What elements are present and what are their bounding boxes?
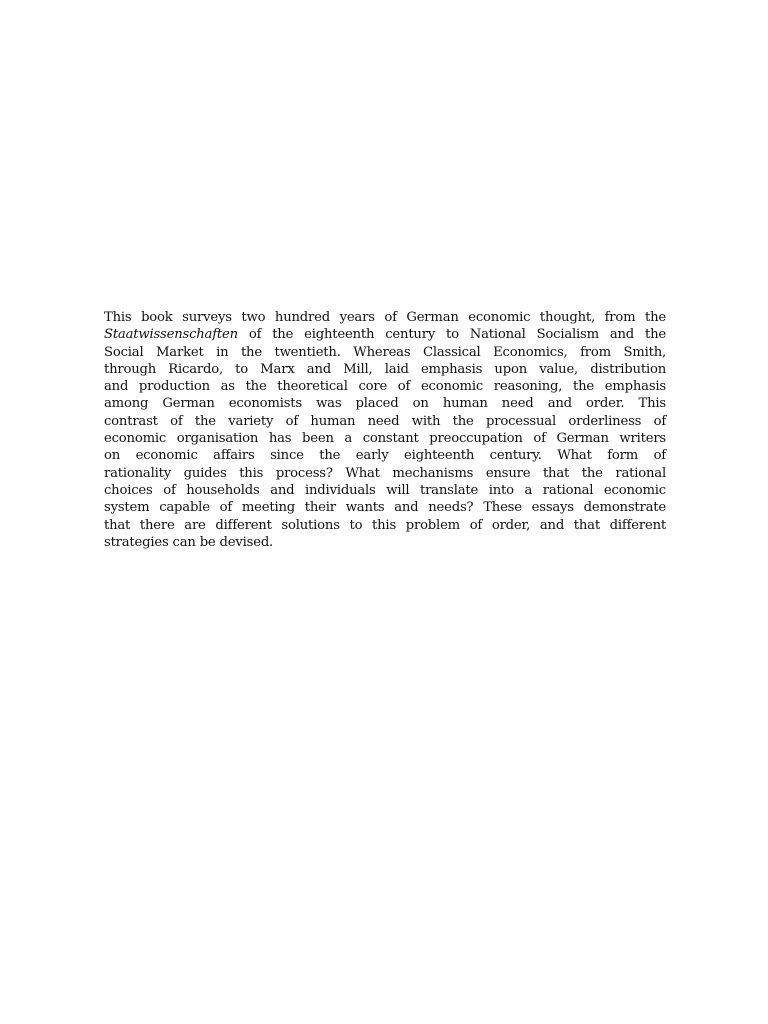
text-line [104, 326, 666, 343]
text-line: contrast of the variety of human need with the processual orderliness of [104, 413, 666, 429]
book-description-paragraph [104, 309, 666, 551]
text-line: Social Market in the twentieth. Whereas Classical Economics, from Smith, [104, 344, 666, 360]
text-line: economic organisation has been a constant preoccupation of German writers [104, 431, 666, 447]
text-line: through Ricardo, to Marx and Mill, laid emphasis upon value, distribution [104, 361, 666, 377]
text-line: among German economists was placed on human need and order. This [104, 396, 666, 412]
text-line: strategies can be devised. [104, 534, 274, 550]
text-line: that there are different solutions to this problem of order, and that different [104, 517, 666, 533]
text-line: system capable of meeting their wants and needs? These essays demonstrate [104, 500, 666, 516]
text-line: rationality guides this process? What mechanisms ensure that the rational [104, 465, 666, 481]
italic-term: Staatwissenschaften [104, 327, 238, 343]
text-line: choices of households and individuals will translate into a rational economic [104, 482, 666, 498]
text-line-rest: of the eighteenth century to National Socialism and the [237, 327, 666, 343]
text-line: This book surveys two hundred years of German economic thought, from the [104, 310, 666, 325]
text-line: on economic affairs since the early eighteenth century. What form of [104, 448, 666, 464]
text-line: and production as the theoretical core of economic reasoning, the emphasis [104, 379, 666, 395]
